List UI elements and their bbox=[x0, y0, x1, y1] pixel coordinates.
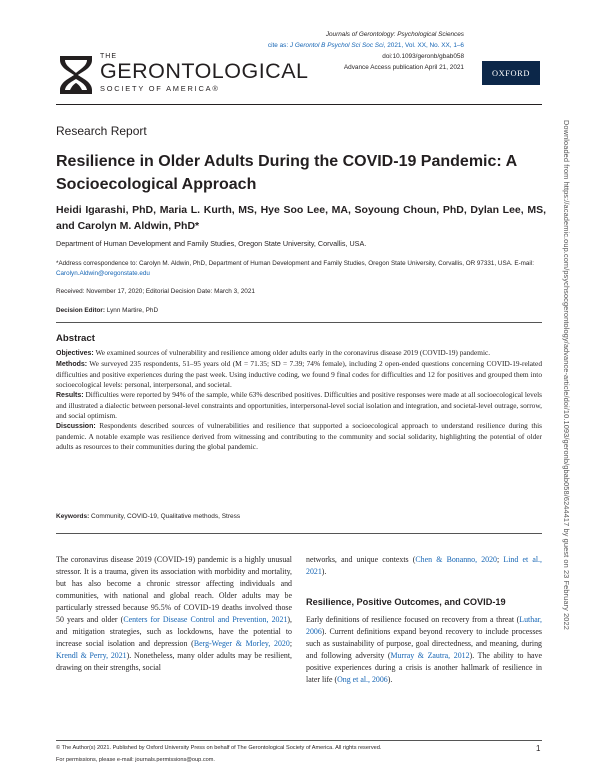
footer-rule bbox=[56, 740, 542, 741]
received-dates: Received: November 17, 2020; Editorial Decision Date: March 3, 2021 bbox=[56, 288, 255, 295]
section-heading: Resilience, Positive Outcomes, and COVID-19 bbox=[306, 597, 506, 607]
cite-prefix: cite as: bbox=[267, 42, 290, 49]
objectives-text: We examined sources of vulnerability and resilience among older adults early in the coronavirus disease 2019 (COVID-19) pandemic. bbox=[93, 348, 491, 357]
permissions: For permissions, please e-mail: journals.permissions@oup.com. bbox=[56, 757, 215, 763]
journal-name: Journals of Gerontology: Psychological Sciences bbox=[325, 31, 464, 38]
doi[interactable]: doi:10.1093/geronb/gbab058 bbox=[382, 53, 464, 60]
correspondence-text: *Address correspondence to: Carolyn M. Aldwin, PhD, Department of Human Development and Family Studies, Oregon State University, Corvallis, OR 97331, USA. E-mail: bbox=[56, 260, 534, 267]
article-type: Research Report bbox=[56, 124, 147, 138]
download-watermark: Downloaded from https://academic.oup.com/psychsocgerontology/advance-article/doi/10.1093/geronb/gbab058/6244417 by guest on 23 February 2022 bbox=[562, 120, 571, 630]
logo-the-text: THE bbox=[100, 53, 117, 60]
decision-editor bbox=[56, 307, 158, 314]
abstract-objectives bbox=[56, 348, 542, 359]
abstract-results bbox=[56, 390, 542, 421]
citation-link[interactable]: Murray & Zautra, 2012 bbox=[390, 651, 470, 660]
article-title: Resilience in Older Adults During the COVID-19 Pandemic: A Socioecological Approach bbox=[56, 153, 517, 193]
header-rule bbox=[56, 104, 542, 105]
hourglass-logo-icon bbox=[56, 52, 96, 98]
abstract-heading: Abstract bbox=[56, 333, 95, 344]
body-text: ; bbox=[497, 555, 504, 564]
oxford-badge: OXFORD bbox=[482, 61, 540, 85]
citation-link[interactable]: Centers for Disease Control and Prevention, 2021 bbox=[123, 615, 288, 624]
body-right-column bbox=[306, 614, 542, 686]
body-text: Early definitions of resilience focused on recovery from a threat ( bbox=[306, 615, 520, 624]
body-text: ). Current definitions expand beyond recovery to include processes such as sustainability of purpose, goal directedness, and meaning, during and following adversity ( bbox=[306, 627, 542, 660]
copyright: © The Author(s) 2021. Published by Oxford University Press on behalf of The Gerontological Society of America. All rights reserved. bbox=[56, 745, 382, 751]
body-text: ). bbox=[387, 675, 393, 684]
body-text: ). The ability to have positive experiences during a crisis is another hallmark of resilience in later life ( bbox=[306, 651, 542, 684]
citation-link[interactable]: Berg-Weger & Morley, 2020 bbox=[193, 639, 290, 648]
journal-info bbox=[268, 29, 464, 73]
email-link[interactable]: Carolyn.Aldwin@oregonstate.edu bbox=[56, 270, 150, 278]
editor-label: Decision Editor: bbox=[56, 307, 106, 314]
page-number: 1 bbox=[536, 744, 541, 753]
cite-journal: J Gerontol B Psychol Sci Soc Sci bbox=[289, 42, 384, 49]
citation-link[interactable]: Chen & Bonanno, 2020 bbox=[415, 555, 498, 564]
author-list: Heidi Igarashi, PhD, Maria L. Kurth, MS, Hye Soo Lee, MA, Soyoung Choun, PhD, Dylan Lee, MS, and Carolyn M. Aldwin, PhD* bbox=[56, 204, 546, 232]
citation-link[interactable]: Krendl & Perry, 2021 bbox=[56, 651, 127, 660]
cite-as bbox=[268, 40, 464, 51]
keywords-text: Community, COVID-19, Qualitative methods, Stress bbox=[89, 513, 241, 520]
abstract-methods bbox=[56, 359, 542, 390]
keywords-label: Keywords: bbox=[56, 513, 90, 520]
methods-text: We surveyed 235 respondents, 51–95 years old (M = 71.35; SD = 7.39; 74% female), including 2 open-ended questions concerning COVID-19-related difficulties and positive experiences during the past week. Using inductive coding, we found 9 final codes for difficulties and 12 for positives and grouped them into socioecological levels: personal, interpersonal, and societal. bbox=[56, 359, 542, 389]
logo-main-text: GERONTOLOGICAL bbox=[100, 59, 309, 83]
discussion-label: Discussion: bbox=[56, 423, 96, 430]
abstract-top-rule bbox=[56, 322, 542, 323]
results-label: Results: bbox=[56, 392, 84, 399]
discussion-text: Respondents described sources of vulnerabilities and resilience that supported a socioecological approach to understand resilience during this pandemic. A notable example was resilience derived from witnessing and contributing to the community and social solidarity, highlighting the potential of older adults as resources to their communities during the global pandemic. bbox=[56, 421, 542, 451]
body-right-continuation bbox=[306, 554, 542, 578]
citation-link[interactable]: Lind et al., 2021 bbox=[306, 555, 542, 576]
body-text: ; bbox=[289, 639, 293, 648]
abstract-discussion bbox=[56, 421, 542, 452]
methods-label: Methods: bbox=[56, 361, 88, 368]
keywords bbox=[56, 513, 240, 520]
gsa-logo bbox=[56, 52, 309, 98]
results-text: Difficulties were reported by 94% of the sample, while 63% described positives. Difficulties and positive responses were made at all socioecological levels and illustrated a dialectic between personal-level constraints and opportunities, interpersonal-level social isolation and integration, and societal-level outrage, sorrow, and social optimism. bbox=[56, 390, 542, 420]
abstract-body bbox=[56, 348, 542, 452]
correspondence bbox=[56, 259, 546, 280]
cite-rest: , 2021, Vol. XX, No. XX, 1–6 bbox=[383, 42, 464, 49]
body-left-column bbox=[56, 554, 292, 674]
citation-link[interactable]: Ong et al., 2006 bbox=[337, 675, 388, 684]
logo-sub-text: SOCIETY OF AMERICA® bbox=[100, 84, 220, 93]
abstract-bottom-rule bbox=[56, 533, 542, 534]
body-text: ). Nonetheless, many older adults may be resilient, drawing on their strengths, social bbox=[56, 651, 292, 672]
editor-name: Lynn Martire, PhD bbox=[105, 307, 159, 314]
advance-access: Advance Access publication April 21, 2021 bbox=[343, 64, 464, 71]
body-text: The coronavirus disease 2019 (COVID-19) pandemic is a highly unusual stressor. It is a trauma, given its association with morbidity and mortality, but has also become a chronic stressor affecting individuals and communities, with national and global reach. Older adults may be particularly stressed because 95.5% of COVID-19 deaths involved those 50 years and older ( bbox=[56, 555, 292, 624]
objectives-label: Objectives: bbox=[56, 350, 94, 357]
body-text: networks, and unique contexts ( bbox=[306, 555, 416, 564]
affiliation: Department of Human Development and Family Studies, Oregon State University, Corvallis, USA. bbox=[56, 239, 367, 248]
body-text: ). bbox=[321, 567, 327, 576]
citation-link[interactable]: Luthar, 2006 bbox=[306, 615, 542, 636]
body-text: ), and mitigation strategies, such as lockdowns, have the potential to increase social isolation and depression ( bbox=[56, 615, 293, 648]
